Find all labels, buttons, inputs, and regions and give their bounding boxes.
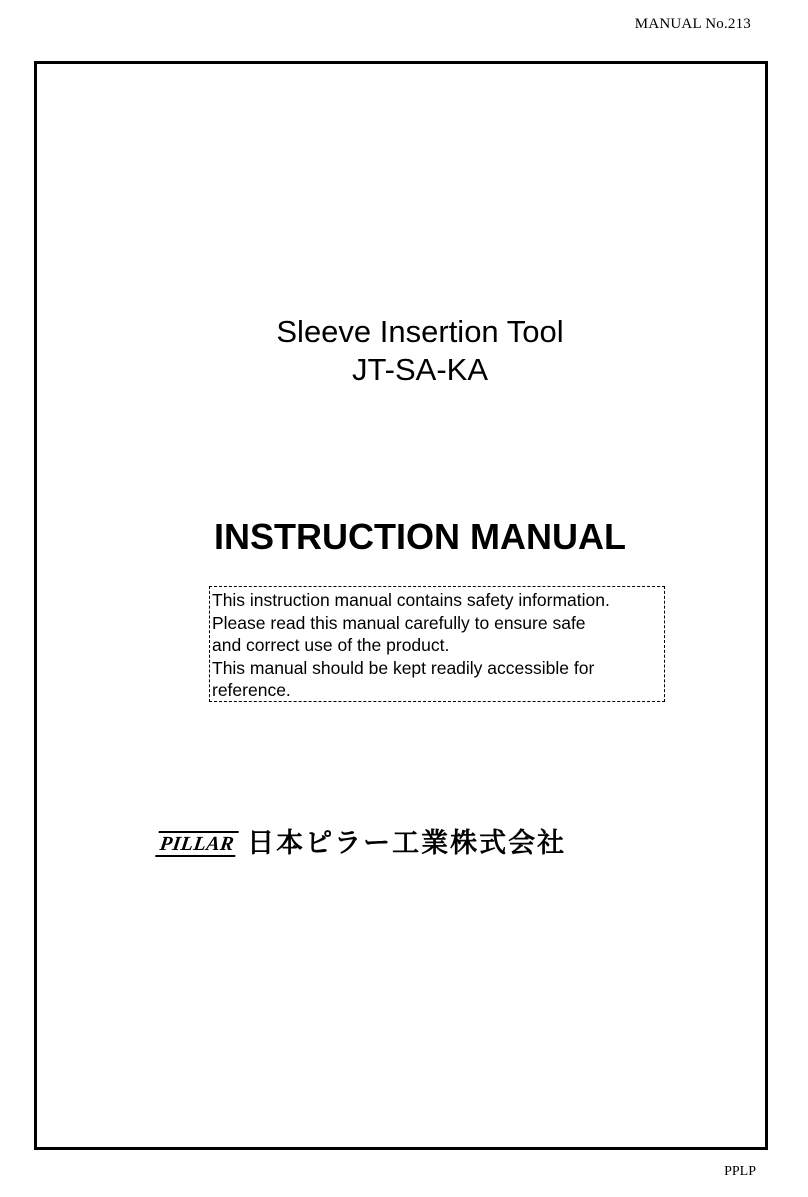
company-name: 日本ピラー工業株式会社 — [247, 828, 567, 859]
safety-notice-box — [209, 586, 665, 702]
notice-line: reference. — [212, 680, 291, 700]
company-logo — [157, 828, 566, 860]
notice-line: and correct use of the product. — [212, 635, 450, 655]
document-title: INSTRUCTION MANUAL — [214, 516, 626, 557]
notice-line: This instruction manual contains safety information. — [212, 590, 610, 610]
manual-number: MANUAL No.213 — [634, 16, 751, 32]
footer-code: PPLP — [724, 1164, 756, 1179]
notice-line: Please read this manual carefully to ensure safe — [212, 612, 586, 633]
notice-line: This manual should be kept readily accessible for — [212, 657, 595, 678]
pillar-logo-mark: PILLAR — [155, 831, 239, 857]
model-number: JT-SA-KA — [351, 352, 489, 387]
product-name: Sleeve Insertion Tool — [276, 314, 564, 349]
